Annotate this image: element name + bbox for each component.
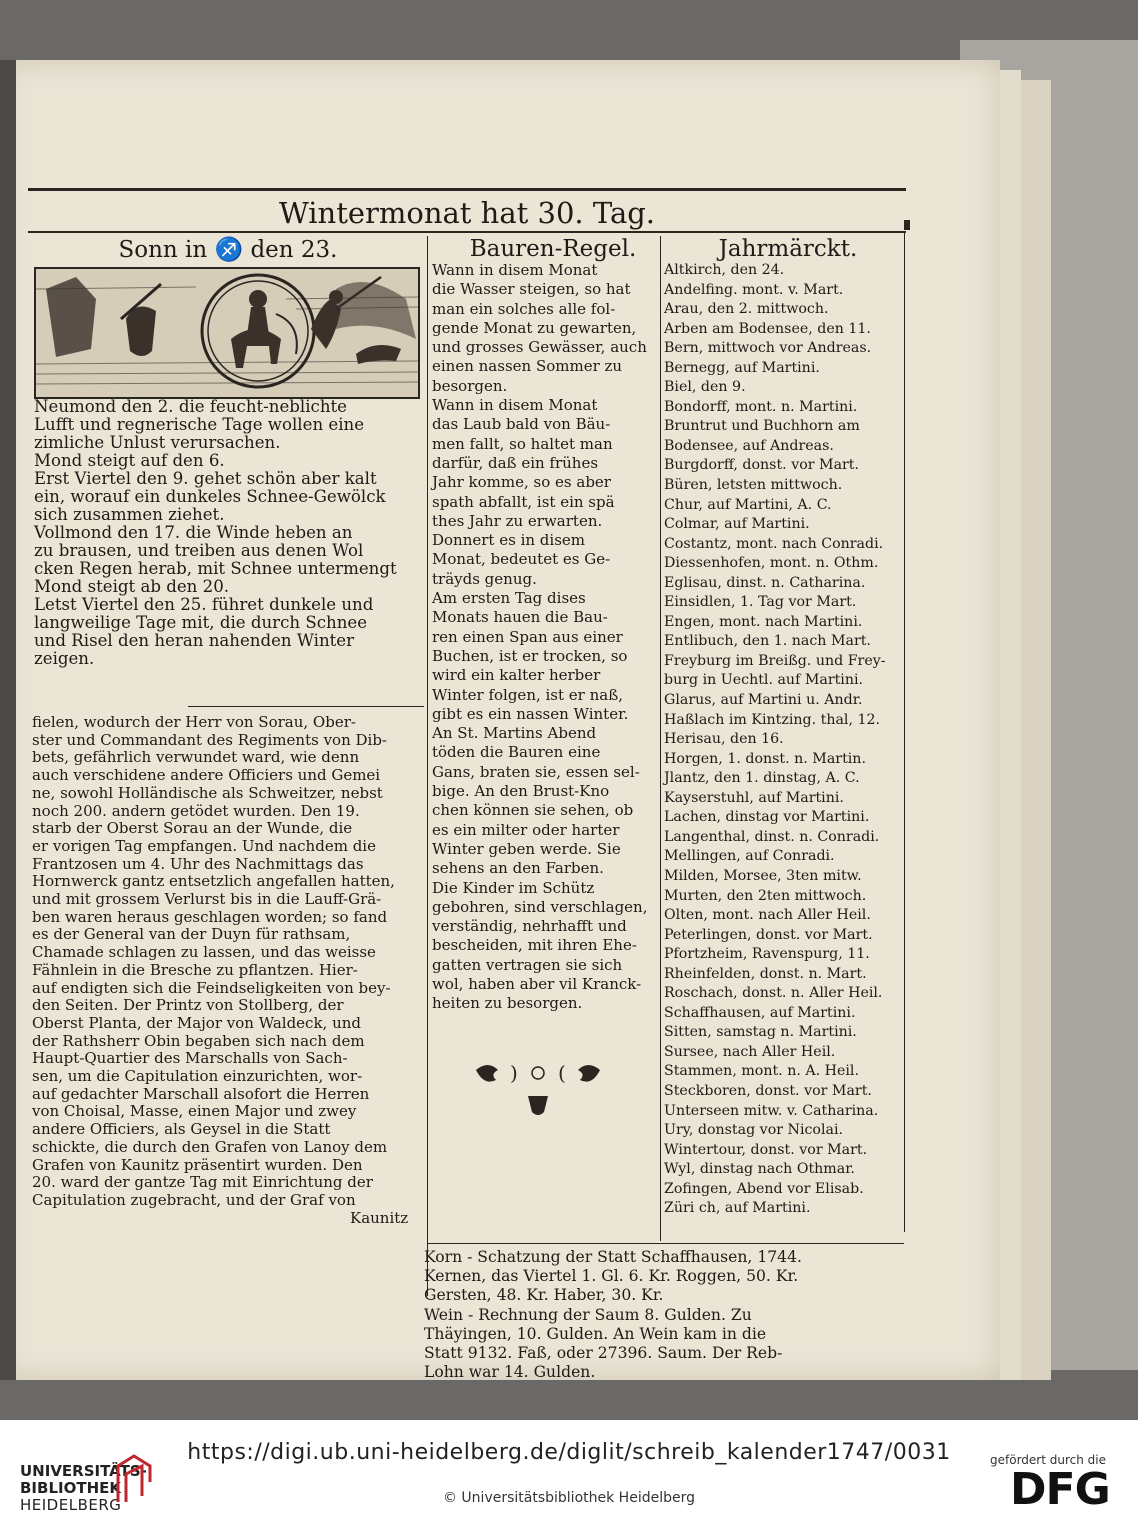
list-item: Arben am Bodensee, den 11. bbox=[664, 320, 871, 337]
text-line: träyds genug. bbox=[432, 569, 537, 588]
list-item: Zofingen, Abend vor Elisab. bbox=[664, 1180, 864, 1197]
ornament-icon bbox=[468, 1058, 608, 1128]
text-line: Letst Viertel den 25. führet dunkele und bbox=[34, 595, 374, 614]
text-line: bige. An den Brust-Kno bbox=[432, 782, 610, 801]
list-item: Lachen, dinstag vor Martini. bbox=[664, 809, 870, 826]
text-line: Wann in disem Monat bbox=[432, 261, 598, 279]
list-item: Murten, den 2ten mittwoch. bbox=[664, 887, 867, 904]
text-line: töden die Bauren eine bbox=[432, 743, 601, 762]
list-item: Milden, Morsee, 3ten mitw. bbox=[664, 867, 862, 884]
text-line: Kaunitz bbox=[350, 1208, 409, 1227]
list-item: Schaffhausen, auf Martini. bbox=[664, 1004, 856, 1021]
list-item: burg in Uechtl. auf Martini. bbox=[664, 672, 864, 689]
text-line: Wein - Rechnung der Saum 8. Gulden. Zu bbox=[424, 1305, 752, 1324]
text-line: Mond steigt ab den 20. bbox=[34, 577, 230, 596]
list-item: Büren, letsten mittwoch. bbox=[664, 477, 843, 494]
column-divider bbox=[660, 236, 661, 1241]
text-line: gende Monat zu gewarten, bbox=[432, 318, 637, 337]
text-line: Kernen, das Viertel 1. Gl. 6. Kr. Roggen, 50. Kr. bbox=[424, 1267, 799, 1286]
text-line: den Seiten. Der Printz von Stollberg, der bbox=[32, 996, 344, 1015]
text-line: chen können sie sehen, ob bbox=[432, 801, 634, 820]
list-item: Horgen, 1. donst. n. Martin. bbox=[664, 750, 866, 767]
text-line: darfür, daß ein frühes bbox=[432, 453, 599, 472]
list-item: Bernegg, auf Martini. bbox=[664, 359, 820, 376]
list-item: Biel, den 9. bbox=[664, 379, 746, 396]
list-item: Pfortzheim, Ravenspurg, 11. bbox=[664, 946, 870, 963]
text-line: auf gedachter Marschall alsofort die Herren bbox=[32, 1084, 370, 1103]
list-item: Züri ch, auf Martini. bbox=[664, 1200, 811, 1217]
text-line: zu brausen, und treiben aus denen Wol bbox=[34, 541, 364, 560]
title-rule bbox=[28, 231, 906, 233]
markets-list bbox=[664, 261, 886, 1219]
list-item: Arau, den 2. mittwoch. bbox=[664, 301, 829, 318]
list-item: Mellingen, auf Conradi. bbox=[664, 848, 835, 865]
list-item: Unterseen mitw. v. Catharina. bbox=[664, 1102, 879, 1119]
list-item: Bondorff, mont. n. Martini. bbox=[664, 398, 858, 415]
list-item: Bern, mittwoch vor Andreas. bbox=[664, 340, 872, 357]
list-item: Peterlingen, donst. vor Mart. bbox=[664, 926, 873, 943]
logo-line: HEIDELBERG bbox=[20, 1496, 122, 1514]
text-line: man ein solches alle fol- bbox=[432, 299, 616, 318]
text-line: ein, worauf ein dunkeles Schnee-Gewölck bbox=[34, 487, 386, 506]
list-item: Sitten, samstag n. Martini. bbox=[664, 1024, 857, 1041]
list-item: Herisau, den 16. bbox=[664, 731, 784, 748]
column-divider bbox=[427, 236, 428, 1296]
text-line: Neumond den 2. die feucht-neblichte bbox=[34, 397, 347, 416]
text-line: spath abfallt, ist ein spä bbox=[432, 492, 615, 511]
text-line: Winter geben werde. Sie bbox=[432, 839, 621, 858]
text-line: einen nassen Sommer zu bbox=[432, 357, 623, 376]
page-url-link[interactable]: https://digi.ub.uni-heidelberg.de/diglit/schreib_kalender1747/0031 bbox=[187, 1440, 951, 1465]
text-line: und Risel den heran nahenden Winter bbox=[34, 631, 355, 650]
list-item: Diessenhofen, mont. n. Othm. bbox=[664, 555, 879, 572]
list-item: Roschach, donst. n. Aller Heil. bbox=[664, 985, 883, 1002]
text-line: Erst Viertel den 9. gehet schön aber kalt bbox=[34, 469, 377, 488]
text-line: Thäyingen, 10. Gulden. An Wein kam in die bbox=[424, 1324, 767, 1343]
text-line: Grafen von Kaunitz präsentirt wurden. Den bbox=[32, 1155, 363, 1174]
text-line: Fähnlein in die Bresche zu pflantzen. Hier- bbox=[32, 960, 358, 979]
list-item: Freyburg im Breißg. und Frey- bbox=[664, 652, 886, 669]
text-line: men fallt, so haltet man bbox=[432, 434, 613, 453]
text-line: Wann in disem Monat bbox=[432, 396, 598, 415]
list-item: Entlibuch, den 1. nach Mart. bbox=[664, 633, 871, 650]
viewer-footer bbox=[0, 1420, 1138, 1527]
list-item: Einsidlen, 1. Tag vor Mart. bbox=[664, 594, 857, 611]
text-line: Am ersten Tag dises bbox=[432, 589, 586, 608]
list-item: Ury, donstag vor Nicolai. bbox=[664, 1122, 844, 1139]
text-line: verständig, nehrhafft und bbox=[432, 917, 627, 936]
text-line: fielen, wodurch der Herr von Sorau, Ober- bbox=[32, 713, 356, 731]
list-item: Rheinfelden, donst. n. Mart. bbox=[664, 965, 867, 982]
text-line: besorgen. bbox=[432, 376, 508, 395]
text-line: Donnert es in disem bbox=[432, 531, 585, 550]
text-line: Monats hauen die Bau- bbox=[432, 608, 608, 627]
moon-phases-text bbox=[34, 398, 397, 668]
list-item: Sursee, nach Aller Heil. bbox=[664, 1043, 836, 1060]
text-line: auf endigten sich die Feindseligkeiten von bey- bbox=[32, 978, 391, 997]
list-item: Kayserstuhl, auf Martini. bbox=[664, 789, 844, 806]
farmer-rules-text bbox=[432, 261, 647, 1014]
logo-line: BIBLIOTHEK bbox=[20, 1479, 121, 1497]
text-line: Mond steigt auf den 6. bbox=[34, 451, 225, 470]
text-line: 20. ward der gantze Tag mit Einrichtung der bbox=[32, 1173, 373, 1192]
text-line: An St. Martins Abend bbox=[432, 724, 597, 743]
binding-shadow bbox=[0, 60, 16, 1380]
text-line: ne, sowohl Holländische als Schweitzer, nebst bbox=[32, 783, 383, 802]
markets-heading: Jahrmärckt. bbox=[718, 236, 858, 262]
text-line: Gans, braten sie, essen sel- bbox=[432, 762, 640, 781]
rule-mark bbox=[904, 220, 910, 230]
text-line: ren einen Span aus einer bbox=[432, 627, 623, 646]
page-title: Wintermonat hat 30. Tag. bbox=[278, 196, 656, 230]
text-line: wird ein kalter herber bbox=[432, 666, 601, 685]
text-line: Lohn war 14. Gulden. bbox=[424, 1363, 596, 1382]
text-line: und grosses Gewässer, auch bbox=[432, 338, 647, 357]
text-line: Die Kinder im Schütz bbox=[432, 878, 595, 897]
text-line: Haupt-Quartier des Marschalls von Sach- bbox=[32, 1049, 348, 1068]
text-line: bets, gefährlich verwundet ward, wie denn bbox=[32, 748, 360, 767]
text-line: Monat, bedeutet es Ge- bbox=[432, 550, 611, 569]
svg-text:): ) bbox=[510, 1061, 518, 1085]
list-item: Bodensee, auf Andreas. bbox=[664, 437, 834, 454]
text-line: Statt 9132. Faß, oder 27396. Saum. Der Reb- bbox=[424, 1344, 783, 1363]
woodcut-illustration bbox=[34, 267, 420, 399]
text-line: sich zusammen ziehet. bbox=[34, 505, 225, 524]
list-item: Altkirch, den 24. bbox=[664, 262, 785, 278]
text-line: heiten zu besorgen. bbox=[432, 994, 583, 1013]
text-line: Buchen, ist er trocken, so bbox=[432, 646, 628, 665]
ornament-vignette bbox=[468, 1058, 608, 1128]
logo-line: UNIVERSITÄTS- bbox=[20, 1462, 147, 1480]
text-line: Frantzosen um 4. Uhr des Nachmittags das bbox=[32, 854, 364, 873]
grain-wine-prices bbox=[424, 1248, 802, 1382]
text-line: Oberst Planta, der Major von Waldeck, und bbox=[32, 1013, 361, 1032]
list-item: Wyl, dinstag nach Othmar. bbox=[664, 1161, 855, 1178]
text-line: Hornwerck gantz entsetzlich angefallen hatten, bbox=[32, 872, 395, 891]
text-line: andere Officiers, als Geysel in die Statt bbox=[32, 1120, 331, 1139]
list-item: Jlantz, den 1. dinstag, A. C. bbox=[664, 770, 860, 787]
text-line: ster und Commandant des Regiments von Dib- bbox=[32, 730, 387, 749]
text-line: zeigen. bbox=[34, 649, 95, 668]
funding-note: gefördert durch die bbox=[990, 1453, 1106, 1467]
list-item: Olten, mont. nach Aller Heil. bbox=[664, 907, 871, 924]
text-line: Gersten, 48. Kr. Haber, 30. Kr. bbox=[424, 1286, 664, 1305]
list-item: Stammen, mont. n. A. Heil. bbox=[664, 1063, 859, 1080]
text-line: cken Regen herab, mit Schnee untermengt bbox=[34, 559, 397, 578]
text-line: wol, haben aber vil Kranck- bbox=[432, 974, 642, 993]
text-line: Vollmond den 17. die Winde heben an bbox=[34, 523, 353, 542]
text-line: und mit grossem Verlurst bis in die Lauff-Grä- bbox=[32, 890, 382, 909]
text-line: es ein milter oder harter bbox=[432, 820, 620, 839]
sun-sign-heading: Sonn in ♐ den 23. bbox=[118, 237, 338, 263]
text-line: gatten vertragen sie sich bbox=[432, 955, 623, 974]
text-line: Winter folgen, ist er naß, bbox=[432, 685, 624, 704]
text-line: thes Jahr zu erwarten. bbox=[432, 511, 603, 530]
list-item: Andelfing. mont. v. Mart. bbox=[664, 281, 844, 298]
text-line: zimliche Unlust verursachen. bbox=[34, 433, 281, 452]
text-line: Korn - Schatzung der Statt Schaffhausen, 1744. bbox=[424, 1248, 802, 1266]
svg-text:(: ( bbox=[558, 1061, 566, 1085]
list-item: Colmar, auf Martini. bbox=[664, 516, 810, 533]
list-item: Engen, mont. nach Martini. bbox=[664, 613, 863, 630]
section-rule bbox=[428, 1243, 904, 1244]
calendar-frame bbox=[28, 188, 906, 1382]
list-item: Bruntrut und Buchhorn am bbox=[664, 418, 860, 435]
list-item: Chur, auf Martini, A. C. bbox=[664, 496, 832, 513]
text-line: Capitulation zugebracht, und der Graf von bbox=[32, 1190, 356, 1209]
text-line: sen, um die Capitulation einzurichten, wor- bbox=[32, 1067, 363, 1086]
farmer-rules-heading: Bauren-Regel. bbox=[469, 236, 637, 262]
text-line: gibt es ein nassen Winter. bbox=[432, 704, 629, 723]
right-border bbox=[904, 232, 905, 1232]
list-item: Haßlach im Kintzing. thal, 12. bbox=[664, 711, 881, 728]
woodcut-image bbox=[36, 269, 418, 397]
list-item: Costantz, mont. nach Conradi. bbox=[664, 535, 884, 552]
text-line: Jahr komme, so es aber bbox=[432, 473, 611, 492]
text-line: bescheiden, mit ihren Ehe- bbox=[432, 936, 637, 955]
list-item: Burgdorff, donst. vor Mart. bbox=[664, 457, 860, 474]
list-item: Eglisau, dinst. n. Catharina. bbox=[664, 574, 866, 591]
text-line: schickte, die durch den Grafen von Lanoy dem bbox=[32, 1137, 388, 1156]
text-line: sehens an den Farben. bbox=[432, 859, 604, 878]
copyright-notice: © Universitätsbibliothek Heidelberg bbox=[442, 1490, 695, 1506]
list-item: Glarus, auf Martini u. Andr. bbox=[664, 692, 863, 709]
list-item: Langenthal, dinst. n. Conradi. bbox=[664, 828, 880, 845]
text-line: noch 200. andern getödet wurden. Den 19. bbox=[32, 801, 360, 820]
text-line: von Choisal, Masse, einen Major und zwey bbox=[32, 1102, 357, 1121]
text-line: Lufft und regnerische Tage wollen eine bbox=[34, 415, 365, 434]
text-line: der Rathsherr Obin begaben sich nach dem bbox=[32, 1031, 365, 1050]
text-line: die Wasser steigen, so hat bbox=[432, 280, 631, 299]
top-rule bbox=[28, 188, 906, 191]
list-item: Steckboren, donst. vor Mart. bbox=[664, 1082, 872, 1099]
text-line: auch verschidene andere Officiers und Gemei bbox=[32, 766, 381, 785]
text-line: starb der Oberst Sorau an der Wunde, die bbox=[32, 819, 353, 838]
text-line: ben waren heraus geschlagen worden; so fand bbox=[32, 907, 388, 926]
text-line: gebohren, sind verschlagen, bbox=[432, 897, 648, 916]
dfg-logo: DFG bbox=[1010, 1464, 1110, 1515]
history-text bbox=[32, 714, 408, 1227]
text-line: er vorigen Tag empfangen. Und nachdem die bbox=[32, 836, 376, 855]
section-rule bbox=[188, 706, 424, 707]
text-line: das Laub bald von Bäu- bbox=[432, 415, 611, 434]
text-line: es der General van der Duyn für rathsam, bbox=[32, 925, 351, 944]
text-line: Chamade schlagen zu lassen, und das weisse bbox=[32, 943, 376, 962]
text-line: langweilige Tage mit, die durch Schnee bbox=[34, 613, 368, 632]
list-item: Wintertour, donst. vor Mart. bbox=[664, 1141, 868, 1158]
